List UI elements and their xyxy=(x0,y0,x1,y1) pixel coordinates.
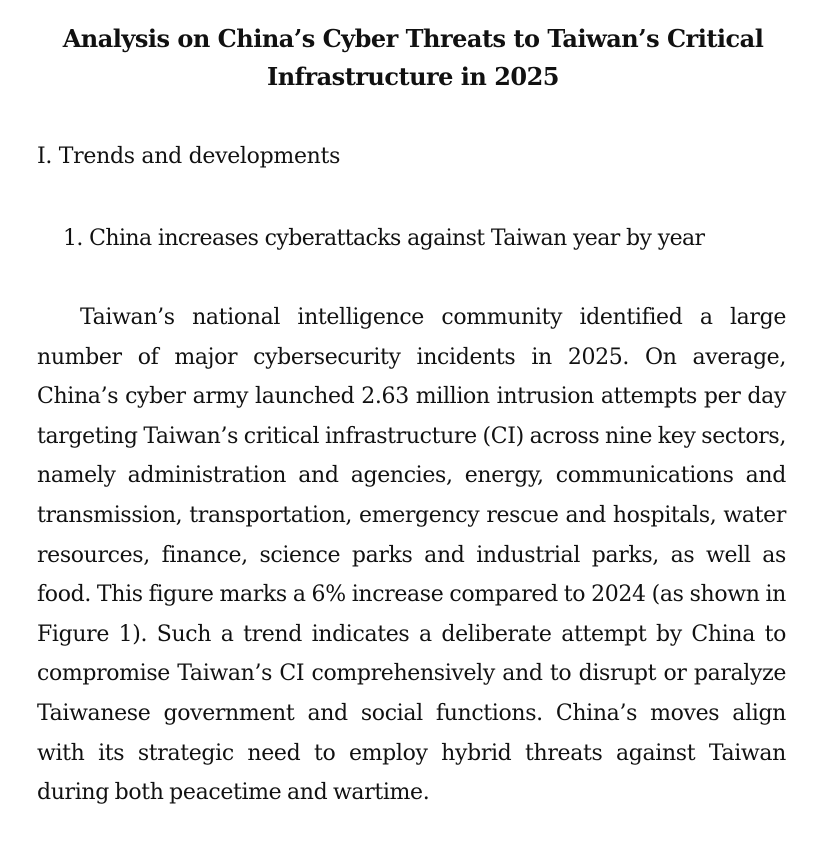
document-title: Analysis on China’s Cyber Threats to Taiwan’s Critical Infrastructure in 2025 xyxy=(62,24,764,91)
body-paragraph: Taiwan’s national intelligence community identified a large number of major cybersecurity incidents in 2025. On average, China’s cyber army launched 2.63 million intrusion attempts per day targeting Taiwan’s critical infrastructure (CI) across nine key sectors, namely administration and agencies, energy, communications and transmission, transportation, emergency rescue and hospitals, water resources, finance, science parks and industrial parks, as well as food. This figure marks a 6% increase compared to 2024 (as shown in Figure 1). Such a trend indicates a deliberate attempt by China to compromise Taiwan’s CI comprehensively and to disrupt or paralyze Taiwanese government and social functions. China’s moves align with its strategic need to employ hybrid threats against Taiwan during both peacetime and wartime. xyxy=(37,305,786,806)
section-heading: I. Trends and developments xyxy=(37,144,341,169)
subsection-heading: 1. China increases cyberattacks against Taiwan year by year xyxy=(63,226,705,251)
